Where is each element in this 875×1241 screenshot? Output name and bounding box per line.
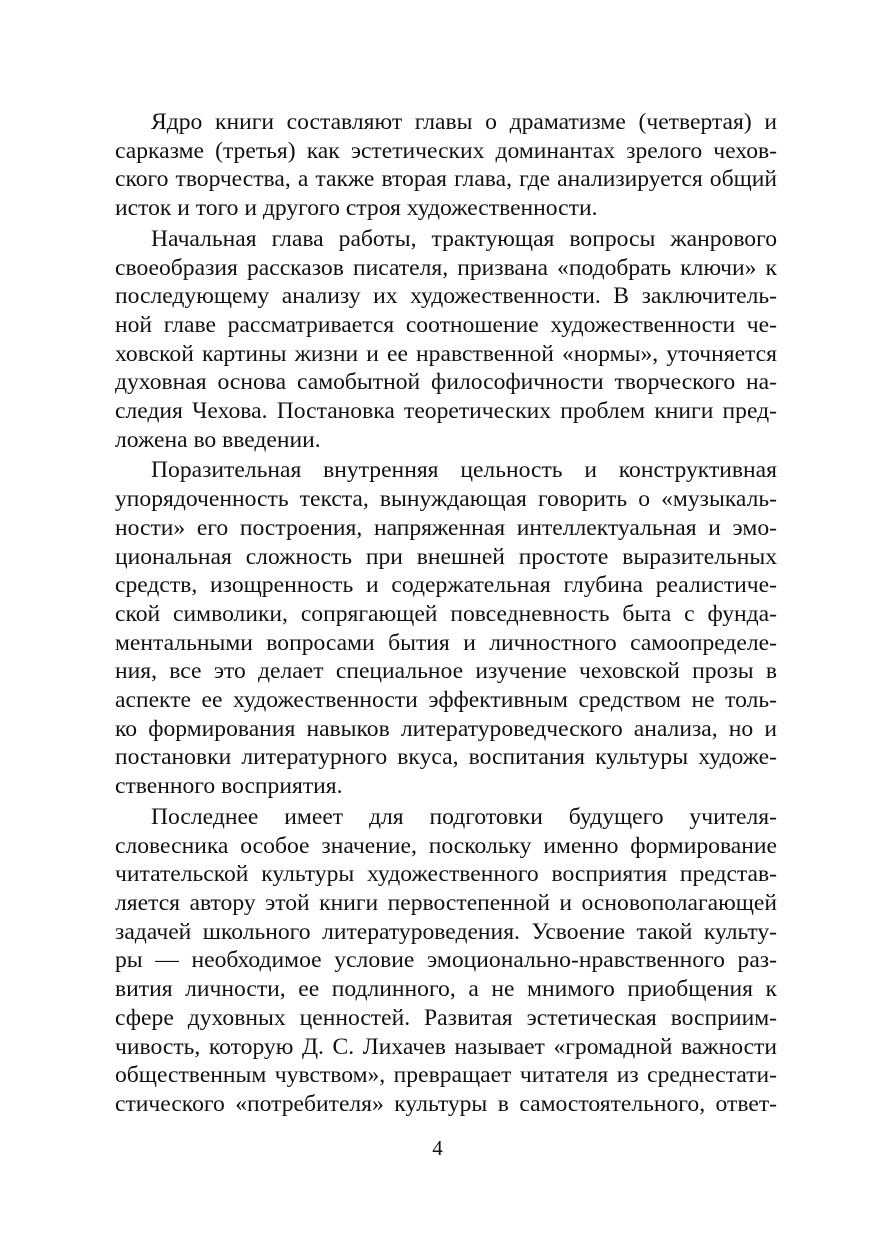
text-line: постановки литературного вкуса, воспитания культуры художе- <box>115 744 777 771</box>
text-line: Начальная глава работы, трактующая вопросы жанрового <box>151 225 777 252</box>
text-line: ляется автору этой книги первостепенной и основополагающей <box>115 889 777 916</box>
paragraph <box>115 108 777 223</box>
text-line: исток и того и другого строя художественности. <box>115 195 598 222</box>
text-line: ложена во введении. <box>115 426 321 453</box>
text-line: ко формирования навыков литературоведческого анализа, но и <box>115 715 777 742</box>
text-line: ской символики, сопрягающей повседневность быта с фунда- <box>115 600 777 627</box>
page-number: 4 <box>432 1136 443 1160</box>
text-line: стического «потребителя» культуры в самостоятельного, ответ- <box>115 1090 777 1117</box>
text-line: Последнее имеет для подготовки будущего учителя- <box>151 803 777 830</box>
text-line: ности» его построения, напряженная интеллектуальная и эмо- <box>115 514 777 541</box>
text-line: упорядоченность текста, вынуждающая говорить о «музыкаль- <box>115 486 777 513</box>
text-line: словесника особое значение, поскольку именно формирование <box>115 832 777 859</box>
text-line: общественным чувством», превращает читателя из среднестати- <box>115 1062 777 1089</box>
text-line: ры — необходимое условие эмоционально-нравственного раз- <box>115 947 777 974</box>
text-line: ной главе рассматривается соотношение художественности че- <box>115 311 777 338</box>
text-line: циональная сложность при внешней простоте выразительных <box>115 543 777 570</box>
text-line: ния, все это делает специальное изучение чеховской прозы в <box>115 658 777 685</box>
text-line: читательской культуры художественного восприятия представ- <box>115 861 777 888</box>
text-line: аспекте ее художественности эффективным средством не толь- <box>115 687 777 714</box>
text-line: ментальными вопросами бытия и личностного самоопределе- <box>115 629 777 656</box>
text-line: ственного восприятия. <box>115 773 343 800</box>
paragraph <box>115 225 777 455</box>
paragraph <box>115 803 777 1119</box>
paragraph <box>115 456 777 800</box>
text-line: сфере духовных ценностей. Развитая эстетическая восприим- <box>115 1004 777 1031</box>
text-line: Поразительная внутренняя цельность и конструктивная <box>151 457 777 484</box>
text-line: средств, изощренность и содержательная глубина реалистиче- <box>115 572 777 599</box>
text-line: Ядро книги составляют главы о драматизме (четвертая) и <box>151 109 777 135</box>
text-line: ховской картины жизни и ее нравственной «нормы», уточняется <box>115 340 777 367</box>
text-line: своеобразия рассказов писателя, призвана «подобрать ключи» к <box>115 254 777 281</box>
text-line: ского творчества, а также вторая глава, где анализируется общий <box>115 166 777 193</box>
text-line: задачей школьного литературоведения. Усвоение такой культу- <box>115 918 777 945</box>
text-line: сарказме (третья) как эстетических доминантах зрелого чехов- <box>115 137 777 164</box>
text-line: следия Чехова. Постановка теоретических проблем книги пред- <box>115 398 777 425</box>
text-line: последующему анализу их художественности. В заключитель- <box>115 283 777 310</box>
text-line: чивость, которую Д. С. Лихачев называет «громадной важности <box>115 1033 777 1060</box>
text-line: духовная основа самобытной философичности творческого на- <box>115 369 777 396</box>
text-line: вития личности, ее подлинного, а не мнимого приобщения к <box>115 976 777 1003</box>
body-text <box>115 108 777 1121</box>
